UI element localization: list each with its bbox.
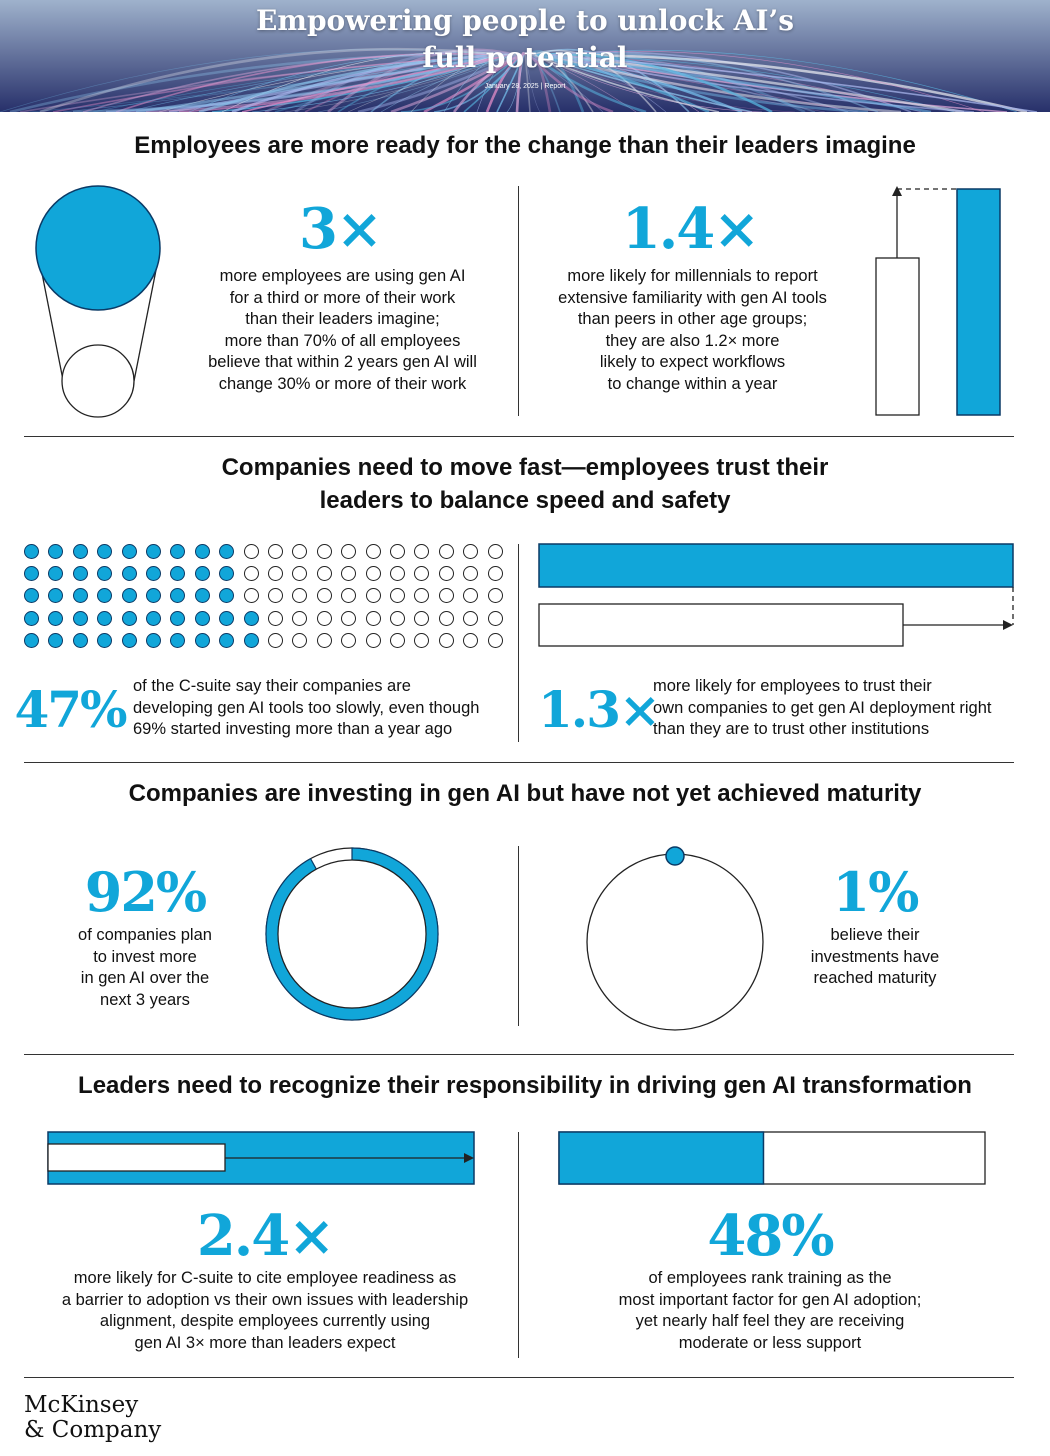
desc-line: more likely for millennials to report: [567, 267, 818, 285]
desc-line: reached maturity: [813, 969, 937, 987]
donut-hole: [278, 860, 426, 1008]
dot-filled: [195, 588, 210, 603]
dot-empty: [463, 633, 478, 648]
stat-47-percent-description: [133, 676, 518, 741]
arrowhead-icon: [892, 186, 902, 196]
dot-empty: [341, 588, 356, 603]
section4-title: Leaders need to recognize their responsibility in driving gen AI transformation: [78, 1072, 972, 1099]
dot-filled: [219, 611, 234, 626]
dot-filled: [170, 544, 185, 559]
dot-empty: [414, 544, 429, 559]
stat-47-percent: 47%: [14, 680, 126, 739]
dot-empty: [341, 566, 356, 581]
dot-filled: [48, 588, 63, 603]
desc-line: more likely for employees to trust their: [653, 677, 932, 695]
dot-empty: [390, 588, 405, 603]
desc-line: more employees are using gen AI: [219, 267, 466, 285]
desc-line: of companies plan: [78, 926, 212, 944]
divider: [518, 1132, 519, 1358]
dot-filled: [170, 588, 185, 603]
title-line: Companies need to move fast—employees trust their: [221, 454, 829, 481]
readiness-bar-graphic: [44, 1128, 484, 1188]
stat-2-4x-description: [30, 1268, 500, 1354]
stat-3x-description: [190, 266, 495, 395]
donut-92-percent: [257, 839, 447, 1029]
dot-empty: [366, 544, 381, 559]
desc-line: than peers in other age groups;: [577, 310, 808, 328]
dot-empty: [390, 633, 405, 648]
leaders-small-circle: [62, 345, 134, 417]
dot-empty: [414, 611, 429, 626]
dot-empty: [366, 633, 381, 648]
dot-filled: [73, 588, 88, 603]
desc-line: 69% started investing more than a year ago: [133, 720, 453, 738]
desc-line: change 30% or more of their work: [218, 374, 467, 393]
dot-empty: [268, 633, 283, 648]
dot-filled: [146, 544, 161, 559]
desc-line: they are also 1.2× more: [605, 331, 780, 350]
dot-empty: [292, 588, 307, 603]
employees-large-circle: [36, 186, 160, 310]
dot-filled: [195, 544, 210, 559]
arrowhead-icon: [1003, 620, 1013, 630]
desc-line: more than 70% of all employees: [224, 331, 461, 350]
dot-filled: [73, 633, 88, 648]
dot-filled: [97, 588, 112, 603]
dot-empty: [341, 611, 356, 626]
mckinsey-logo[interactable]: [24, 1393, 161, 1443]
trust-bar-graphic: [535, 540, 1025, 650]
dot-filled: [97, 633, 112, 648]
dot-empty: [292, 544, 307, 559]
dot-empty: [488, 566, 503, 581]
dot-empty: [366, 588, 381, 603]
stat-92-percent: 92%: [84, 860, 206, 924]
dot-filled: [219, 544, 234, 559]
dot-empty: [268, 611, 283, 626]
dot-empty: [439, 588, 454, 603]
dot-filled: [122, 566, 137, 581]
stat-48-percent-description: [560, 1268, 980, 1354]
desc-line: developing gen AI tools too slowly, even though: [133, 698, 480, 717]
desc-line: of the C-suite say their companies are: [133, 677, 411, 695]
dot-filled: [219, 588, 234, 603]
dot-filled: [97, 611, 112, 626]
dot-filled: [122, 633, 137, 648]
all-companies-circle: [587, 854, 763, 1030]
section1-title: Employees are more ready for the change than their leaders imagine: [134, 132, 916, 159]
section-rule: [24, 436, 1014, 437]
dot-filled: [24, 588, 39, 603]
dot-empty: [244, 566, 259, 581]
dot-filled: [122, 588, 137, 603]
desc-line: for a third or more of their work: [229, 288, 456, 307]
dot-empty: [366, 611, 381, 626]
report-title: [0, 2, 1050, 76]
dot-empty: [463, 611, 478, 626]
dot-filled: [170, 633, 185, 648]
own-company-trust-bar: [539, 544, 1013, 587]
dot-filled: [48, 633, 63, 648]
dot-empty: [439, 633, 454, 648]
logo-line: McKinsey: [24, 1392, 139, 1418]
dot-empty: [244, 544, 259, 559]
section-rule: [24, 1377, 1014, 1378]
desc-line: to invest more: [93, 947, 197, 966]
dot-empty: [390, 611, 405, 626]
dot-empty: [268, 588, 283, 603]
desc-line: than their leaders imagine;: [245, 310, 440, 328]
desc-line: alignment, despite employees currently using: [99, 1312, 431, 1330]
stat-2-4x: 2.4×: [196, 1203, 334, 1269]
dot-empty: [488, 544, 503, 559]
dot-filled: [170, 611, 185, 626]
section3-title: Companies are investing in gen AI but have not yet achieved maturity: [128, 780, 922, 807]
divider: [518, 186, 519, 416]
dot-empty: [317, 633, 332, 648]
dot-filled: [195, 566, 210, 581]
desc-line: most important factor for gen AI adoption;: [618, 1290, 922, 1309]
dot-empty: [317, 566, 332, 581]
leadership-alignment-bar: [48, 1144, 225, 1171]
dot-filled: [146, 588, 161, 603]
stat-1-percent-description: [780, 925, 970, 990]
hero-banner: [0, 0, 1050, 112]
dot-empty: [463, 544, 478, 559]
training-bar-fill: [559, 1132, 763, 1184]
dot-empty: [414, 566, 429, 581]
dot-empty: [317, 544, 332, 559]
dot-empty: [341, 544, 356, 559]
dot-empty: [463, 588, 478, 603]
dot-empty: [414, 633, 429, 648]
report-meta: January 28, 2025 | Report: [484, 83, 566, 90]
bar-comparison-graphic: [870, 182, 1010, 422]
desc-line: a barrier to adoption vs their own issues with leadership: [61, 1290, 469, 1309]
desc-line: investments have: [810, 947, 940, 966]
dot-filled: [122, 611, 137, 626]
circle-comparison-graphic: [30, 185, 180, 425]
dot-empty: [390, 544, 405, 559]
desc-line: in gen AI over the: [80, 969, 210, 987]
dot-empty: [292, 566, 307, 581]
dot-empty: [317, 611, 332, 626]
peers-bar: [876, 258, 919, 415]
dot-empty: [488, 588, 503, 603]
dot-empty: [268, 566, 283, 581]
dot-empty: [463, 566, 478, 581]
desc-line: more likely for C-suite to cite employee readiness as: [73, 1269, 457, 1287]
dot-filled: [122, 544, 137, 559]
dot-empty: [292, 611, 307, 626]
desc-line: extensive familiarity with gen AI tools: [558, 288, 827, 307]
divider: [518, 846, 519, 1026]
desc-line: than they are to trust other institutions: [653, 720, 930, 738]
dot-empty: [439, 611, 454, 626]
dot-filled: [219, 633, 234, 648]
dot-empty: [317, 588, 332, 603]
desc-line: yet nearly half feel they are receiving: [635, 1312, 905, 1330]
desc-line: likely to expect workflows: [599, 353, 786, 371]
dot-filled: [146, 566, 161, 581]
title-line: leaders to balance speed and safety: [319, 487, 731, 514]
training-bar-48-percent: [555, 1128, 995, 1188]
dot-empty: [390, 566, 405, 581]
dot-filled: [73, 566, 88, 581]
desc-line: believe their: [830, 926, 920, 944]
dot-filled: [244, 633, 259, 648]
section-rule: [24, 762, 1014, 763]
divider: [518, 544, 519, 742]
stat-1-3x-description: [653, 676, 1033, 741]
dot-filled: [73, 611, 88, 626]
desc-line: gen AI 3× more than leaders expect: [134, 1333, 396, 1352]
stat-92-percent-description: [50, 925, 240, 1011]
dot-filled: [244, 611, 259, 626]
dot-empty: [244, 588, 259, 603]
dot-filled: [195, 633, 210, 648]
mature-companies-dot: [666, 847, 684, 865]
dot-empty: [268, 544, 283, 559]
section2-title: [0, 451, 1050, 517]
dot-empty: [366, 566, 381, 581]
dot-filled: [97, 566, 112, 581]
dot-empty: [439, 544, 454, 559]
stat-3x: 3×: [299, 196, 381, 262]
report-title-text: Empowering people to unlock AI’s full potential: [256, 4, 794, 74]
dot-empty: [292, 633, 307, 648]
dot-filled: [24, 633, 39, 648]
dot-filled: [195, 611, 210, 626]
dot-filled: [146, 633, 161, 648]
section-rule: [24, 1054, 1014, 1055]
dot-empty: [488, 611, 503, 626]
dot-filled: [146, 611, 161, 626]
stat-48-percent: 48%: [707, 1203, 833, 1269]
desc-line: of employees rank training as the: [648, 1269, 892, 1287]
dot-empty: [439, 566, 454, 581]
dot-filled: [170, 566, 185, 581]
dot-filled: [48, 566, 63, 581]
dot-empty: [341, 633, 356, 648]
desc-line: believe that within 2 years gen AI will: [208, 353, 477, 371]
desc-line: own companies to get gen AI deployment right: [653, 698, 992, 717]
dot-filled: [219, 566, 234, 581]
dot-filled: [48, 611, 63, 626]
millennials-bar: [957, 189, 1000, 415]
dot-filled: [24, 566, 39, 581]
maturity-circle-1-percent: [575, 836, 775, 1036]
desc-line: moderate or less support: [678, 1333, 862, 1352]
stat-1-4x-description: [530, 266, 855, 395]
stat-1-4x: 1.4×: [621, 196, 759, 262]
dot-filled: [48, 544, 63, 559]
other-institutions-trust-bar: [539, 604, 903, 646]
dot-filled: [97, 544, 112, 559]
stat-1-percent: 1%: [832, 860, 918, 924]
dot-filled: [24, 544, 39, 559]
desc-line: next 3 years: [100, 990, 190, 1009]
dot-filled: [24, 611, 39, 626]
dot-empty: [414, 588, 429, 603]
stat-1-3x: 1.3×: [538, 680, 659, 739]
dot-filled: [73, 544, 88, 559]
dot-empty: [488, 633, 503, 648]
logo-line: & Company: [24, 1417, 162, 1443]
desc-line: to change within a year: [607, 374, 778, 393]
